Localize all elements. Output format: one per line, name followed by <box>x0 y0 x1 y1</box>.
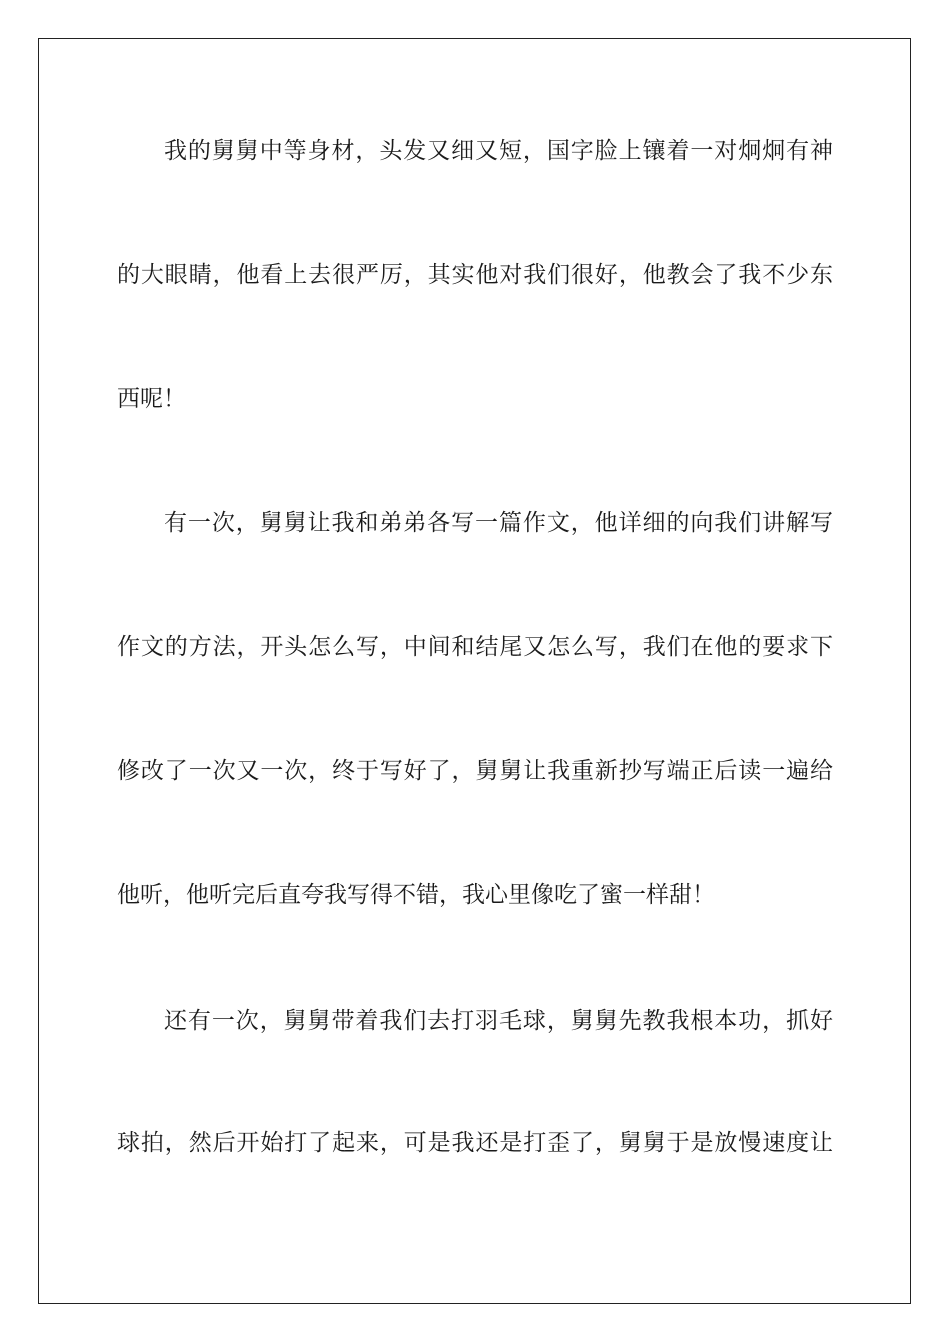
text-line: 的大眼睛，他看上去很严厉，其实他对我们很好，他教会了我不少东 <box>117 262 833 288</box>
text-line: 修改了一次又一次，终于写好了，舅舅让我重新抄写端正后读一遍给 <box>117 758 833 784</box>
text-line: 我的舅舅中等身材，头发又细又短，国字脸上镶着一对炯炯有神 <box>164 138 833 164</box>
text-line: 球拍，然后开始打了起来，可是我还是打歪了，舅舅于是放慢速度让 <box>117 1130 833 1156</box>
text-line: 他听，他听完后直夸我写得不错，我心里像吃了蜜一样甜！ <box>117 882 715 908</box>
text-line: 还有一次，舅舅带着我们去打羽毛球，舅舅先教我根本功，抓好 <box>164 1008 833 1034</box>
page-border <box>38 38 911 1304</box>
text-line: 作文的方法，开头怎么写，中间和结尾又怎么写，我们在他的要求下 <box>117 634 833 660</box>
text-line: 西呢！ <box>117 386 186 412</box>
text-line: 有一次，舅舅让我和弟弟各写一篇作文，他详细的向我们讲解写 <box>164 510 833 536</box>
